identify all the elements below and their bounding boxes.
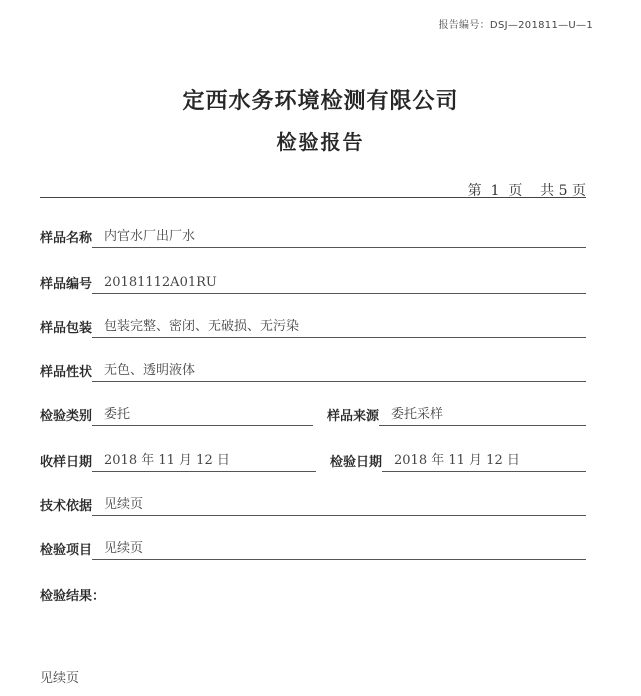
sample-name-value: 内官水厂出厂水 [92, 228, 586, 248]
sample-source-value: 委托采样 [379, 406, 586, 426]
test-date-value: 2018 年 11 月 12 日 [382, 452, 586, 472]
packaging-value: 包装完整、密闭、无破损、无污染 [92, 318, 586, 338]
sample-no-label: 样品编号 [40, 277, 93, 292]
sample-name-row [40, 228, 586, 248]
page-divider [40, 197, 586, 198]
test-type-label: 检验类别 [40, 409, 93, 424]
test-result-label: 检验结果： [40, 589, 106, 604]
tech-basis-row [40, 496, 586, 516]
test-date-row [330, 452, 586, 472]
tech-basis-value: 见续页 [92, 496, 586, 516]
sample-no-row [40, 274, 586, 294]
page-info: 第 1 页 共 5 页 [467, 183, 586, 199]
receive-date-label: 收样日期 [40, 455, 93, 470]
sample-source-label: 样品来源 [327, 409, 380, 424]
sample-source-row [327, 406, 586, 426]
packaging-label: 样品包装 [40, 321, 93, 336]
footer-note: 见续页 [40, 671, 80, 686]
properties-label: 样品性状 [40, 365, 93, 380]
report-title: 检验报告 [276, 130, 365, 154]
receive-date-value: 2018 年 11 月 12 日 [92, 452, 316, 472]
receive-date-row [40, 452, 316, 472]
company-title: 定西水务环境检测有限公司 [182, 89, 459, 114]
properties-value: 无色、透明液体 [92, 362, 586, 382]
test-date-label: 检验日期 [330, 455, 383, 470]
sample-name-label: 样品名称 [40, 231, 93, 246]
report-number: 报告编号：DSJ—201811—U—1 [438, 20, 593, 31]
test-type-value: 委托 [92, 406, 313, 426]
test-items-value: 见续页 [92, 540, 586, 560]
properties-row [40, 362, 586, 382]
sample-no-value: 20181112A01RU [92, 274, 586, 294]
packaging-row [40, 318, 586, 338]
test-items-label: 检验项目 [40, 543, 93, 558]
test-type-row [40, 406, 313, 426]
tech-basis-label: 技术依据 [40, 499, 93, 514]
test-items-row [40, 540, 586, 560]
